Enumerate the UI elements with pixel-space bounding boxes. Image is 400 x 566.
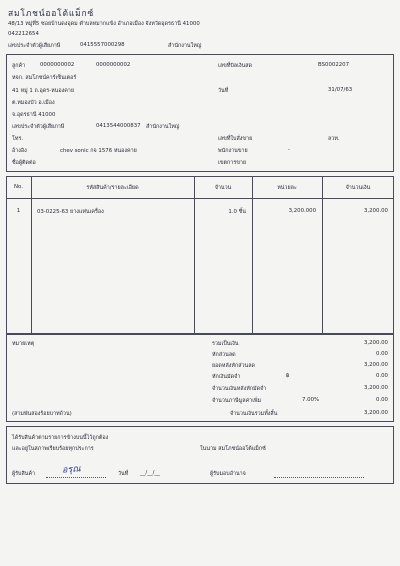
customer-address-3: จ.อุดรธานี 41000	[12, 112, 56, 118]
table-row-no: 1	[16, 208, 21, 214]
doc-no-label: เลขที่บิลเงินสด	[218, 63, 253, 69]
received-text-2: และอยู่ในสภาพเรียบร้อยทุกประการ	[12, 446, 94, 452]
summary-label: จำนวนภาษีมูลค่าเพิ่ม	[212, 398, 262, 404]
company-phone: 042212654	[8, 31, 39, 37]
customer-contact-label: ชื่อผู้ติดต่อ	[12, 160, 36, 166]
customer-code-label: ลูกค้า	[12, 63, 26, 69]
customer-branch: สำนักงานใหญ่	[146, 124, 180, 130]
customer-code: 0000000002	[40, 62, 75, 68]
summary-label: ยอดหลังหักส่วนลด	[212, 363, 256, 369]
table-header-qty: จำนวน	[214, 185, 232, 191]
customer-ref-value: chev sonic กจ 1576 หนองคาย	[60, 148, 137, 154]
customer-ref-label: อ้างอิง	[12, 148, 27, 154]
table-col-divider	[194, 176, 195, 334]
customer-address-1: 41 หมู่ 1 ถ.อุดร-หนองคาย	[12, 88, 74, 94]
received-text-1: ได้รับสินค้าตามรายการข้างบนนี้ไว้ถูกต้อง	[12, 435, 109, 441]
summary-label: หักส่วนลด	[212, 352, 236, 358]
customer-name: หจก. สมโภชน์คาร์เซ็นเตอร์	[12, 75, 77, 81]
summary-label: หักเงินมัดจำ	[212, 374, 241, 380]
company-name: สมโภชน์ออโต้แม็กซ์	[8, 9, 95, 19]
sales-area-label: เขตการขาย	[218, 160, 247, 166]
summary-value: 3,200.00	[363, 340, 388, 346]
summary-value: 0.00	[375, 373, 388, 379]
receiver-label: ผู้รับสินค้า	[12, 471, 36, 477]
summary-total-value: 3,200.00	[363, 410, 388, 416]
doc-no: BS0002207	[318, 62, 350, 68]
summary-total-label: จำนวนเงินรวมทั้งสิ้น	[230, 411, 278, 417]
company-tax-id-label: เลขประจำตัวผู้เสียภาษี	[8, 43, 61, 49]
receiver-signature-line	[46, 477, 106, 478]
summary-value: 3,200.00	[363, 362, 388, 368]
customer-address-2: ต.หมองบัว อ.เมือง	[12, 100, 55, 106]
sales-order-label: เลขที่ใบสั่งขาย	[218, 136, 253, 142]
company-branch: สำนักงานใหญ่	[168, 43, 202, 49]
customer-code-2: 0000000002	[96, 62, 131, 68]
summary-extra: ฿	[286, 373, 290, 379]
receive-date-label: วันที่	[118, 471, 129, 477]
amount-in-words: (สามพันสองร้อยบาทถ้วน)	[12, 411, 72, 417]
remark-label: หมายเหตุ	[12, 341, 35, 347]
table-header-no: No.	[14, 184, 23, 190]
table-col-divider	[252, 176, 253, 334]
company-address: 48/13 หมู่ที่5 ซอยบ้านดงอุดม ตำบลหมากแข้ง อำเภอเมือง จังหวัดอุดรธานี 41000	[8, 21, 200, 27]
receiver-signature: อรุณ	[61, 464, 81, 476]
summary-extra: 7.00%	[302, 397, 320, 403]
summary-value: 3,200.00	[363, 385, 388, 391]
salesman-value: -	[288, 147, 290, 153]
summary-value: 0.00	[375, 397, 388, 403]
customer-tax-id-label: เลขประจำตัวผู้เสียภาษี	[12, 124, 65, 130]
table-col-divider	[322, 176, 323, 334]
table-row-desc: 03-0225-63 ยางแท่นเครื่อง	[37, 209, 104, 215]
items-table	[6, 176, 394, 334]
summary-label: รวมเป็นเงิน	[212, 341, 239, 347]
customer-phone-label: โทร.	[12, 136, 24, 142]
table-row-qty: 1.0 ชิ้น	[228, 209, 246, 215]
for-company: ในนาม สมโภชน์ออโต้แม็กซ์	[200, 446, 266, 452]
table-header-amount: จำนวนเงิน	[345, 185, 371, 191]
authorized-signature-line	[274, 477, 364, 478]
table-header-unit-price: หน่วยละ	[277, 185, 297, 191]
table-header-desc: รหัสสินค้า/รายละเอียด	[86, 185, 139, 191]
table-row-amount: 3,200.00	[363, 208, 388, 214]
table-col-divider	[31, 176, 32, 334]
table-header-divider	[6, 198, 394, 199]
customer-tax-id: 0413544000837	[96, 123, 141, 129]
salesman-label: พนักงานขาย	[218, 148, 248, 154]
summary-label: จำนวนเงินหลังหักมัดจำ	[212, 386, 267, 392]
doc-date-label: วันที่	[218, 88, 229, 94]
table-row-unit-price: 3,200.000	[288, 208, 316, 214]
company-tax-id: 0415557000298	[80, 42, 125, 48]
sales-order-suffix: ลวท.	[328, 136, 340, 142]
receive-date-blank: __/__/__	[140, 470, 160, 476]
summary-value: 0.00	[375, 351, 388, 357]
authorized-label: ผู้รับมอบอำนาจ	[210, 471, 246, 477]
doc-date: 31/07/63	[328, 87, 353, 93]
